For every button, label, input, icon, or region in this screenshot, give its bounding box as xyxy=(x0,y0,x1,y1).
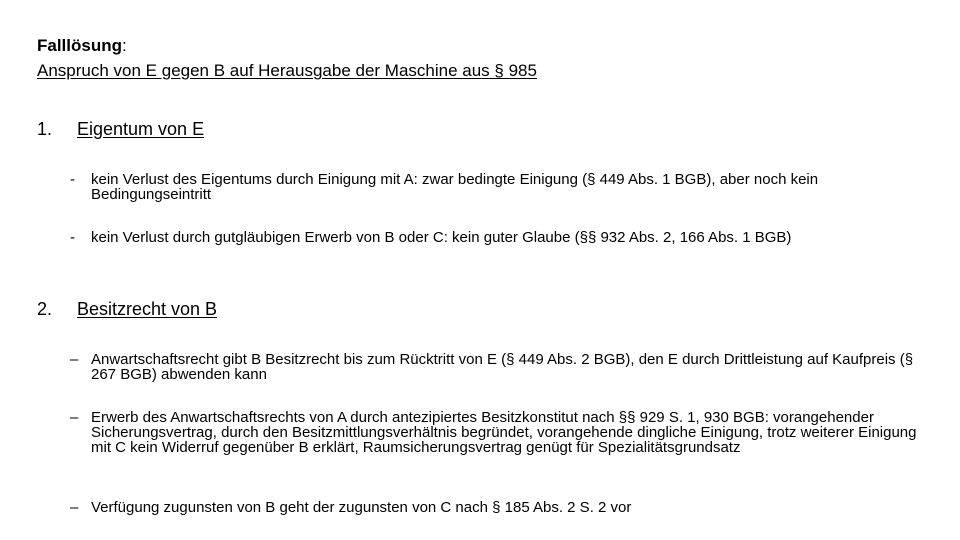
section-2-header xyxy=(37,298,217,320)
list-item xyxy=(70,230,940,245)
list-item xyxy=(70,410,940,455)
heading-title-colon: : xyxy=(122,36,127,55)
section-number: 2. xyxy=(37,299,53,319)
bullet-text: Erwerb des Anwartschaftsrechts von A durch antezipiertes Besitzkonstitut nach §§ 929 S. 1, 930 BGB: vorangehender Sicherungsvertrag, durch den Besitzmittlungsverhältnis begründet, vorangehende dingliche Einigung, trotz weiterer Einigung mit C kein Widerruf gegenüber B erklärt, Raumsicherungsvertrag genügt für Spezialitätsgrundsatz xyxy=(91,409,917,456)
bullet-text: Verfügung zugunsten von B geht der zugunsten von C nach § 185 Abs. 2 S. 2 vor xyxy=(91,499,632,516)
bullet-text: Anwartschaftsrecht gibt B Besitzrecht bis zum Rücktritt von E (§ 449 Abs. 2 BGB), den E durch Drittleistung auf Kaufpreis (§ 267 BGB) abwenden kann xyxy=(91,351,914,383)
list-item xyxy=(70,172,940,202)
list-item xyxy=(70,352,940,382)
heading-claim: Anspruch von E gegen B auf Herausgabe der Maschine aus § 985 xyxy=(37,61,537,80)
section-title: Eigentum von E xyxy=(77,119,205,139)
bullet-marker: – xyxy=(70,351,79,368)
heading-title-line xyxy=(37,33,537,58)
bullet-text: kein Verlust durch gutgläubigen Erwerb von B oder C: kein guter Glaube (§§ 932 Abs. 2, 166 Abs. 1 BGB) xyxy=(91,229,792,246)
section-1-header xyxy=(37,118,204,140)
bullet-text: kein Verlust des Eigentums durch Einigung mit A: zwar bedingte Einigung (§ 449 Abs. 1 BGB), aber noch kein Bedingungseintritt xyxy=(91,171,819,203)
bullet-marker: - xyxy=(70,171,75,188)
section-number: 1. xyxy=(37,119,53,139)
heading-title: Falllösung xyxy=(37,36,122,55)
section-title: Besitzrecht von B xyxy=(77,299,218,319)
bullet-marker: – xyxy=(70,499,79,516)
bullet-marker: – xyxy=(70,409,79,426)
list-item xyxy=(70,500,940,515)
bullet-marker: - xyxy=(70,229,75,246)
slide-heading xyxy=(37,33,537,83)
